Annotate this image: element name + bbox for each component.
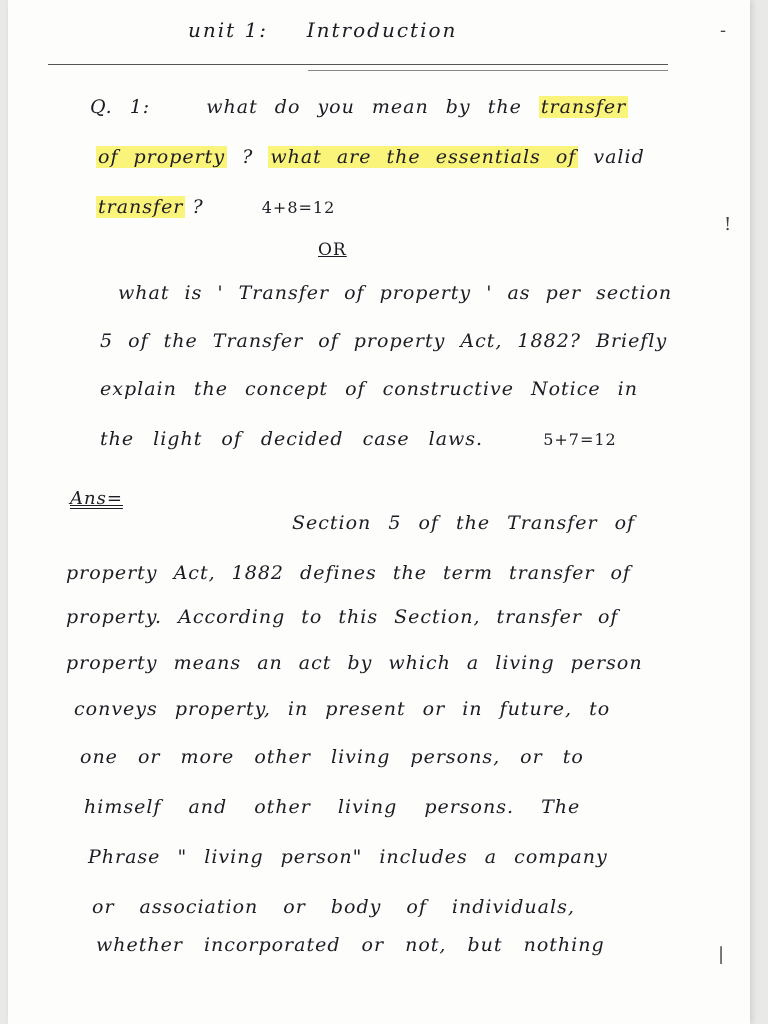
marks-2: 5+7=12 (543, 430, 617, 449)
alt-question-line-1: what is ' Transfer of property ' as per section (118, 282, 673, 304)
alt-question-line-3: explain the concept of constructive Notice in (100, 378, 638, 400)
answer-line-4: property means an act by which a living person (66, 652, 643, 674)
marks-1: 4+8=12 (261, 198, 336, 217)
answer-line-1: Section 5 of the Transfer of (292, 512, 636, 534)
answer-line-10: whether incorporated or not, but nothing (96, 934, 605, 956)
question-line-3: transfer ? 4+8=12 (98, 196, 336, 218)
page-header (188, 18, 457, 42)
alt-question-line-2: 5 of the Transfer of property Act, 1882? Briefly (100, 330, 668, 352)
answer-line-8: Phrase " living person" includes a company (88, 846, 608, 868)
or-separator: OR (318, 240, 347, 260)
notebook-page (8, 0, 750, 1024)
question-number: Q. 1: (90, 96, 151, 118)
answer-line-7: himself and other living persons. The (84, 796, 581, 818)
highlight: what are the essentials of (270, 146, 577, 168)
answer-line-6: one or more other living persons, or to (80, 746, 584, 768)
unit-label: unit 1: (188, 18, 269, 42)
margin-mark: - (720, 20, 727, 41)
answer-line-9: or association or body of individuals, (92, 896, 575, 918)
margin-mark: | (718, 944, 725, 965)
highlight: of property (98, 146, 226, 168)
highlight: transfer (98, 196, 184, 218)
answer-line-2: property Act, 1882 defines the term transfer of (66, 562, 631, 584)
alt-question-line-4: the light of decided case laws. 5+7=12 (100, 428, 617, 450)
answer-line-5: conveys property, in present or in future, to (74, 698, 611, 720)
answer-label: Ans= (70, 488, 123, 509)
header-underline (308, 70, 668, 71)
margin-mark: ! (724, 214, 732, 235)
header-rule (48, 64, 668, 65)
answer-line-3: property. According to this Section, transfer of (66, 606, 619, 628)
question-line-2: of property ? what are the essentials of valid (98, 146, 645, 168)
highlight: transfer (540, 96, 627, 118)
unit-title: Introduction (306, 18, 458, 42)
question-line-1: Q. 1: what do you mean by the transfer (90, 96, 627, 118)
